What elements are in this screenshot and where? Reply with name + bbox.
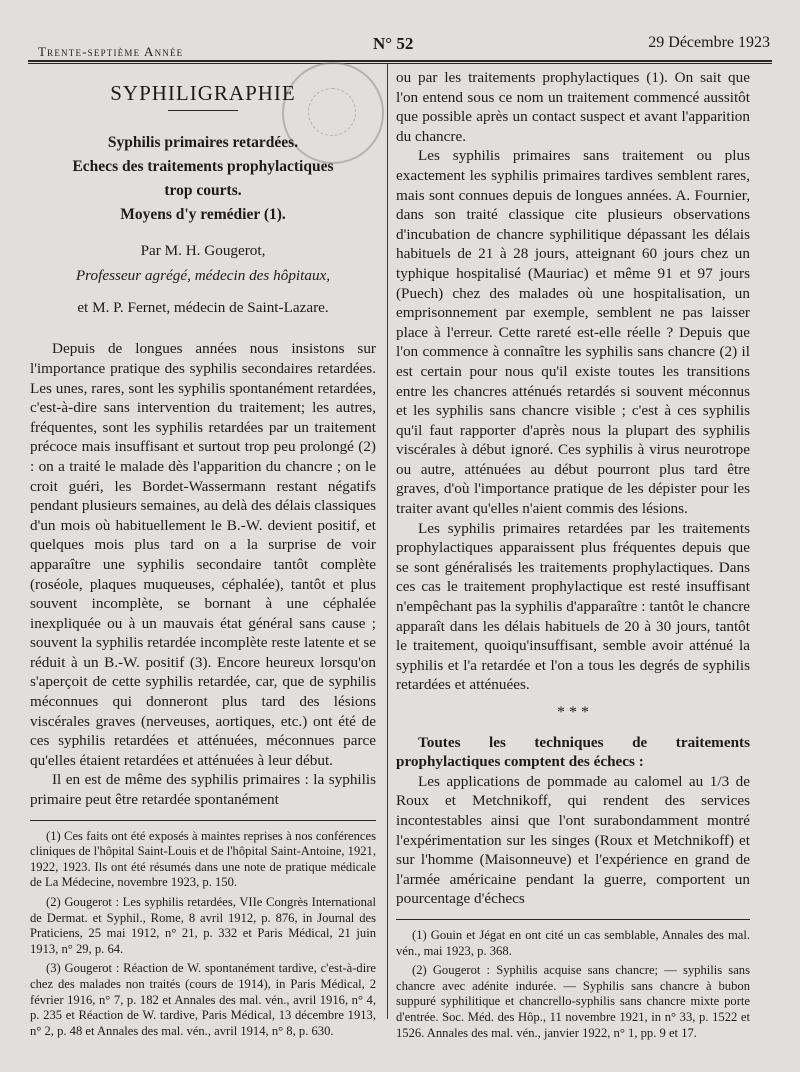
left-column <box>30 62 376 1039</box>
paragraph: Il en est de même des syphilis primaires : la syphilis primaire peut être retardée spontanément <box>30 771 376 809</box>
byline-title-1: Professeur agrégé, médecin des hôpitaux, <box>75 267 331 285</box>
column-divider <box>387 64 388 1019</box>
footnote: (2) Gougerot : Syphilis acquise sans chancre; — syphilis sans chancre avec adénite indurée. — Syphilis sans chancre à bubon suppuré syphilitique et chancrello-syphilis sans chancre mixte porte d'entrée. Soc. Méd. des Hôp., 11 novembre 1921, in n° 33, p. 1522 et 1526. Annales des mal. vén., janvier 1922, n° 1, pp. 9 et 17. <box>396 963 750 1040</box>
article-title <box>30 131 376 227</box>
issue-date: 29 Décembre 1923 <box>648 34 770 51</box>
volume-year: Trente-septième Année <box>38 44 184 59</box>
article-title-line-3: trop courts. <box>164 181 242 199</box>
page-header <box>28 34 772 58</box>
section-heading: Toutes les techniques de traitements prophylactiques comptent des échecs : <box>396 733 750 771</box>
title-rule <box>168 110 238 111</box>
section-separator: * * * <box>557 704 589 721</box>
footnote-rule <box>396 919 750 920</box>
footnote-rule <box>30 820 376 821</box>
byline-author-1: Par M. H. Gougerot, <box>140 241 266 259</box>
paragraph: Depuis de longues années nous insistons sur l'importance pratique des syphilis secondaires retardées. Les unes, rares, sont les syphilis spontanément retardées, c'est-à-dire sans intervention du traitement; les autres, fréquentes, sont les syphilis retardées par un traitement précoce mais insuffisant et surtout trop peu prolongé (2) : on a traité le malade dès l'apparition du chancre ; on le croit guéri, les Bordet-Wassermann restant négatifs pendant plusieurs semaines, au delà des délais classiques d'un mois où habituellement le B.-W. devient positif, et quelques mois plus tard on a la surprise de voir apparaître une syphilis secondaire tantôt complète (roséole, plaques muqueuses, céphalée), tantôt et plus souvent incomplète, se bornant à une céphalée inexpliquée ou à un mauvais état général sans cause ; souvent la syphilis retardée incomplète reste latente et se réduit à un B.-W. positif (3). Encore heureux lorsqu'on s'aperçoit de cette syphilis retardée, car, que de syphilis méconnues qui donneront plus tard des lésions viscérales graves (nerveuses, aortiques, etc.) ont été de ces syphilis retardées et atténuées, méconnues parce qu'elles étaient retardées et atténuées à leur début. <box>30 340 376 769</box>
right-column <box>396 62 750 1041</box>
paragraph: ou par les traitements prophylactiques (1). On sait que l'on entend sous ce nom un traitement commencé aussitôt que possible après un contact suspect et avant l'apparition du chancre. <box>396 69 750 145</box>
article-title-line-1: Syphilis primaires retardées. <box>107 133 299 151</box>
footnote: (1) Ces faits ont été exposés à maintes reprises à nos conférences cliniques de l'hôpital Saint-Louis et de l'hôpital Saint-Antoine, 1921, 1922, 1923. Ils ont été résumés dans une note de pratique médicale de La Médecine, novembre 1923, p. 150. <box>30 828 376 890</box>
footnote: (1) Gouin et Jégat en ont cité un cas semblable, Annales des mal. vén., mai 1923, p. 368. <box>396 927 750 958</box>
article-title-line-2: Echecs des traitements prophylactiques <box>72 157 334 175</box>
paragraph: Les applications de pommade au calomel au 1/3 de Roux et Metchnikoff, qui rendent des services incontestables ainsi que l'ont surabondamment montré l'expérimentation sur les singes (Roux et Metchnikoff) et sur l'homme (Maisonneuve) et l'expérience en grand de l'armée américaine pendant la guerre, comportent un pourcentage d'échecs <box>396 772 750 908</box>
article-title-line-4: Moyens d'y remédier (1). <box>120 205 286 223</box>
issue-number: N° 52 <box>373 34 414 53</box>
footnote: (3) Gougerot : Réaction de W. spontanément tardive, c'est-à-dire chez des malades non traités (cours de 1914), in Paris Médical, 2 février 1916, n° 7, p. 182 et Annales des mal. vén., avril 1916, n° 4, p. 235 et Réaction de W. tardive, Paris Médical, 13 décembre 1913, n° 2, p. 48 et Annales des mal. vén., avril 1914, n° 8, p. 630. <box>30 961 376 1038</box>
byline-author-2: et M. P. Fernet, médecin de Saint-Lazare. <box>77 298 329 316</box>
paragraph: Les syphilis primaires retardées par les traitements prophylactiques apparaissent plus fréquentes depuis que se sont généralisés les traitements prophylactiques. Dans ces cas le traitement prophylactique est resté insuffisant n'empêchant pas la syphilis d'apparaître : tantôt le chancre apparaît dans les délais habituels de 20 à 30 jours, tantôt le traitement, quoiqu'insuffisant, semble avoir atténué la syphilis et l'a retardée et l'on a tous les degrés de syphilis retardées et atténuées. <box>396 519 750 694</box>
paragraph: Les syphilis primaires sans traitement ou plus exactement les syphilis primaires tardives semblent rares, mais sont connues depuis de longues années. A. Fournier, dans son traité classique cite plusieurs observations d'incubation de chancre syphilitique dépassant les délais habituels de 21 à 28 jours, atteignant 60 jours chez un typhique hospitalisé (Mauriac) et même 91 et 97 jours (Puech) chez des malades où une hospitalisation, un emprisonnement par exemple, semblent ne pas laisser place à l'erreur. Cette rareté est-elle réelle ? Depuis que l'on commence à connaître les syphilis sans chancre (2) il est certain pour nous qu'il existe toutes les transitions entre les chancres atténués retardés si souvent méconnus et les syphilis sans chancre visible ; c'est à ces syphilis qu'il faut rapporter d'après nous la plupart des syphilis viscérales à début ignoré. Ces syphilis à virus neurotrope ou autre, atténuées au début pourront plus tard être graves, d'où l'importance pratique de les dépister pour les traiter avant qu'elles n'aient commis des lésions. <box>396 147 750 518</box>
section-title: SYPHILIGRAPHIE <box>110 81 296 105</box>
footnote: (2) Gougerot : Les syphilis retardées, VIIe Congrès International de Dermat. et Syphil., Rome, 8 avril 1912, p. 876, in Journal des Praticiens, 25 mai 1912, n° 21, p. 332 et Paris Médical, 21 juin 1913, n° 29, p. 64. <box>30 895 376 956</box>
